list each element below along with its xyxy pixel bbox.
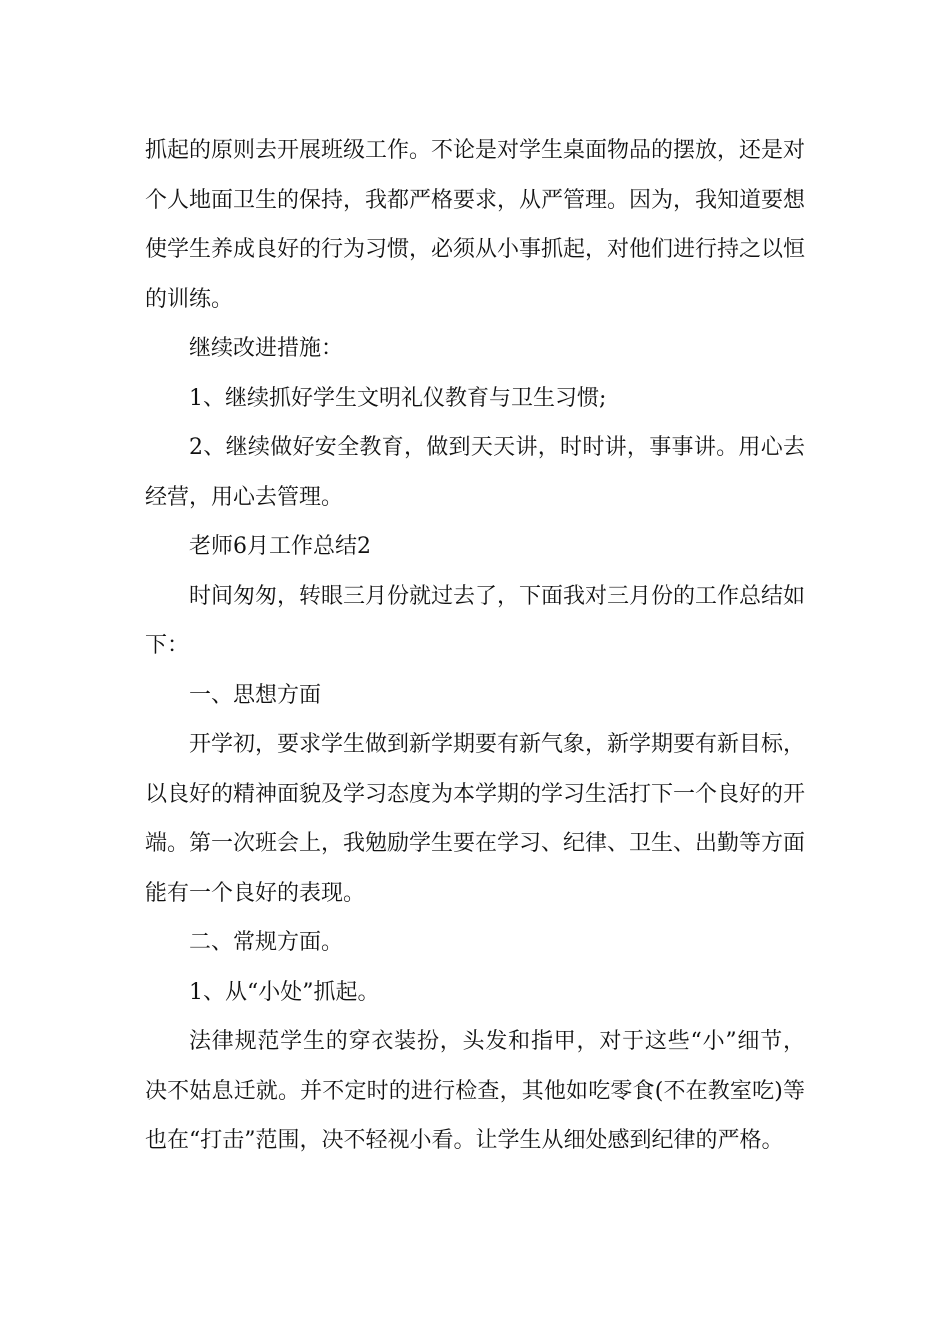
heading-routine: 二、常规方面。 xyxy=(189,930,344,955)
paragraph-thought: 开学初，要求学生做到新学期要有新气象，新学期要有新目标，以良好的精神面貌及学习态度为本学期的学习生活打下一个良好的开端。第一次班会上，我勉励学生要在学习、纪律、卫生、出勤等方面能有一个良好的表现。 xyxy=(145,732,806,906)
heading-thought: 一、思想方面 xyxy=(189,682,322,708)
paragraph-continuation: 抓起的原则去开展班级工作。不论是对学生桌面物品的摆放，还是对个人地面卫生的保持，我都严格要求，从严管理。因为，我知道要想使学生养成良好的行为习惯，必须从小事抓起，对他们进行持之以恒的训练。 xyxy=(145,138,806,312)
section-title: 老师6月工作总结2 xyxy=(189,534,371,559)
paragraph-improvement-item-1: 1、继续抓好学生文明礼仪教育与卫生习惯; xyxy=(189,385,607,411)
paragraph-improvement-item-2: 2、继续做好安全教育，做到天天讲，时时讲，事事讲。用心去经营，用心去管理。 xyxy=(145,435,805,510)
paragraph-improvement-heading: 继续改进措施： xyxy=(189,336,344,361)
heading-routine-item-1: 1、从“小处”抓起。 xyxy=(189,979,380,1005)
paragraph-intro: 时间匆匆，转眼三月份就过去了，下面我对三月份的工作总结如下： xyxy=(145,583,806,658)
document-body xyxy=(145,126,805,1166)
paragraph-routine-detail: 法律规范学生的穿衣装扮，头发和指甲，对于这些“小”细节，决不姑息迁就。并不定时的进行检查，其他如吃零食(不在教室吃)等也在“打击”范围，决不轻视小看。让学生从细处感到纪律的严格。 xyxy=(145,1029,805,1153)
